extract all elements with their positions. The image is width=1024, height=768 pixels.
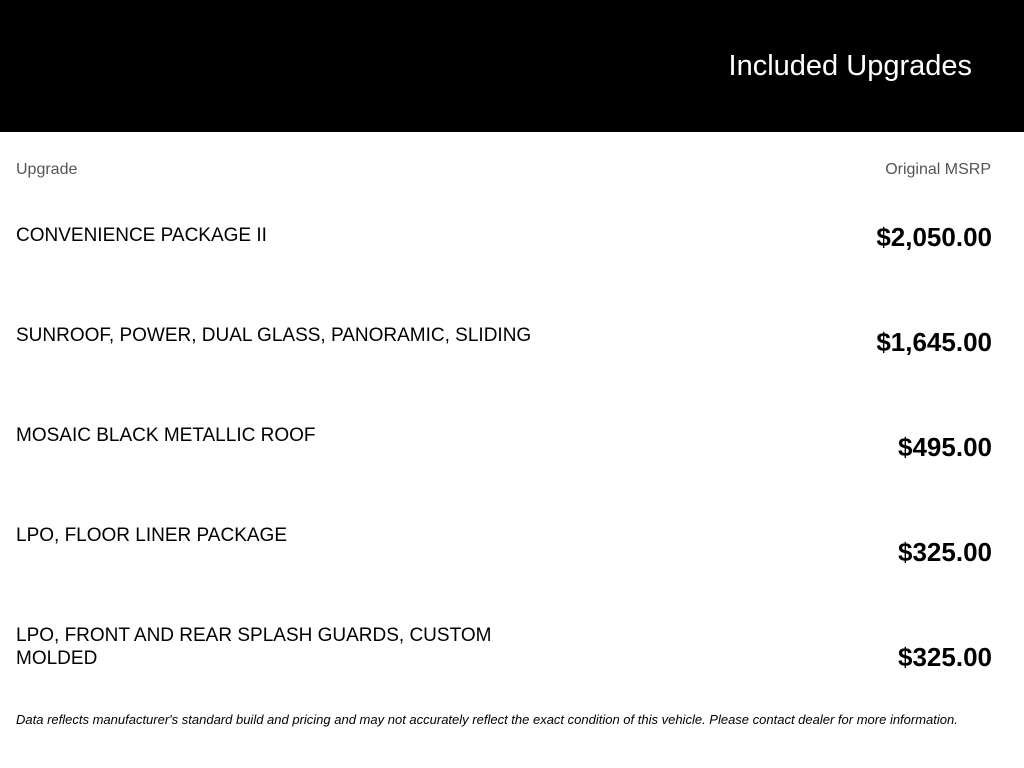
- upgrade-name: SUNROOF, POWER, DUAL GLASS, PANORAMIC, SLIDING: [16, 325, 532, 346]
- upgrade-price: $2,050.00: [876, 222, 992, 252]
- upgrade-row: [16, 224, 992, 324]
- disclaimer-text: Data reflects manufacturer's standard build and pricing and may not accurately reflect the exact condition of this vehicle. Please contact dealer for more information.: [16, 712, 958, 727]
- upgrade-price: $1,645.00: [876, 327, 992, 357]
- upgrade-name: LPO, FLOOR LINER PACKAGE: [16, 525, 288, 546]
- upgrade-price: $495.00: [898, 432, 992, 462]
- upgrade-row: [16, 324, 992, 424]
- page-header: [0, 0, 1024, 132]
- upgrade-price: $325.00: [898, 537, 992, 567]
- upgrade-name: LPO, FRONT AND REAR SPLASH GUARDS, CUSTOM MOLDED: [16, 625, 492, 669]
- upgrade-price: $325.00: [898, 642, 992, 672]
- upgrade-name: MOSAIC BLACK METALLIC ROOF: [16, 425, 316, 446]
- upgrade-row: [16, 524, 992, 624]
- page-title: Included Upgrades: [728, 50, 972, 82]
- upgrade-name: CONVENIENCE PACKAGE II: [16, 225, 267, 246]
- column-header-msrp: Original MSRP: [885, 161, 991, 178]
- upgrade-row: [16, 424, 992, 524]
- column-header-upgrade: Upgrade: [16, 161, 78, 178]
- upgrade-row: [16, 624, 992, 694]
